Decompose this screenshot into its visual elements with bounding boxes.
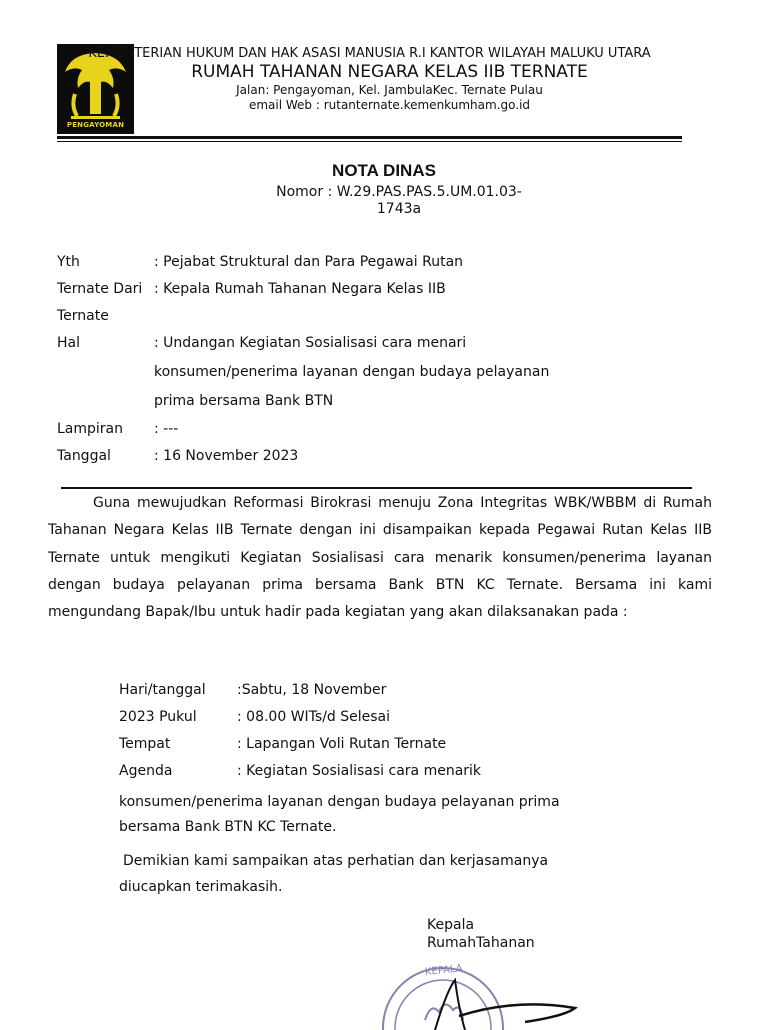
logo-caption: PENGAYOMAN <box>66 121 125 129</box>
stamp-text: KEPALA <box>424 963 464 979</box>
detail-label: Tempat <box>119 736 171 752</box>
signature-block <box>427 916 535 952</box>
detail-label: Agenda <box>119 763 173 779</box>
signatory-title-line1: Kepala <box>427 917 475 933</box>
header-fields <box>57 254 657 475</box>
field-label: Hal <box>57 335 80 351</box>
detail-row-agenda <box>119 763 659 790</box>
document-number: Nomor : W.29.PAS.PAS.5.UM.01.03-1743a <box>276 184 522 217</box>
field-row-tanggal <box>57 448 657 475</box>
event-details <box>119 682 659 840</box>
field-value: : Pejabat Struktural dan Para Pegawai Rutan <box>154 254 464 270</box>
field-label: Ternate <box>57 308 109 324</box>
detail-label: 2023 Pukul <box>119 709 197 725</box>
letterhead-rule-thin <box>57 141 682 142</box>
field-label: Tanggal <box>57 448 111 464</box>
detail-value: : Lapangan Voli Rutan Ternate <box>237 736 447 752</box>
detail-row-time <box>119 709 659 736</box>
institution-name: RUMAH TAHANAN NEGARA KELAS IIB TERNATE <box>191 62 588 82</box>
detail-value: : Kegiatan Sosialisasi cara menarik <box>237 763 482 779</box>
closing-remarks <box>119 848 619 900</box>
field-value: : --- <box>154 421 179 437</box>
letterhead <box>57 44 682 136</box>
signature-scribble <box>435 980 465 1030</box>
official-stamp-icon <box>375 950 635 1030</box>
detail-row-date <box>119 682 659 709</box>
field-value: : Kepala Rumah Tahanan Negara Kelas IIB <box>154 281 446 297</box>
body-paragraph: Guna mewujudkan Reformasi Birokrasi menuju Zona Integritas WBK/WBBM di Rumah Tahanan Negara Kelas IIB Ternate dengan ini disampaikan kepada Pegawai Rutan Kelas IIB Ternate untuk mengikuti Kegiatan Sosialisasi cara menarik konsumen/penerima layanan dengan budaya pelayanan prima bersama Bank BTN KC Ternate. Bersama ini kami mengundang Bapak/Ibu untuk hadir pada kegiatan yang akan dilaksanakan pada : <box>48 495 712 621</box>
ministry-line: KEMENTERIAN HUKUM DAN HAK ASASI MANUSIA R.I KANTOR WILAYAH MALUKU UTARA <box>88 46 651 61</box>
document-title: NOTA DINAS <box>332 161 436 180</box>
field-row-lampiran <box>57 421 657 448</box>
field-row-hal <box>57 335 657 421</box>
agenda-continuation-1: konsumen/penerima layanan dengan budaya pelayanan prima <box>119 794 560 810</box>
detail-value: :Sabtu, 18 November <box>237 682 387 698</box>
detail-label: Hari/tanggal <box>119 682 206 698</box>
field-row-dari <box>57 281 657 308</box>
closing-line-1: Demikian kami sampaikan atas perhatian dan kerjasamanya <box>123 853 549 869</box>
field-label: Yth <box>57 254 80 270</box>
detail-value: : 08.00 WITs/d Selesai <box>237 709 391 725</box>
signatory-title-line2: RumahTahanan <box>427 935 535 951</box>
field-value: : 16 November 2023 <box>154 448 299 464</box>
agenda-continuation-2: bersama Bank BTN KC Ternate. <box>119 819 337 835</box>
field-label: Ternate Dari <box>57 281 143 297</box>
address-line: Jalan: Pengayoman, Kel. JambulaKec. Ternate Pulau <box>236 83 543 97</box>
letterhead-text <box>57 44 682 113</box>
letterhead-rule-thick <box>57 136 682 139</box>
field-value: : Undangan Kegiatan Sosialisasi cara menari konsumen/penerima layanan dengan budaya pelayanan prima bersama Bank BTN <box>154 335 550 409</box>
header-divider <box>61 487 692 489</box>
detail-row-place <box>119 736 659 763</box>
email-line: email Web : rutanternate.kemenkumham.go.id <box>248 98 531 112</box>
closing-line-2: diucapkan terimakasih. <box>119 879 283 895</box>
field-row-yth <box>57 254 657 281</box>
field-label: Lampiran <box>57 421 124 437</box>
